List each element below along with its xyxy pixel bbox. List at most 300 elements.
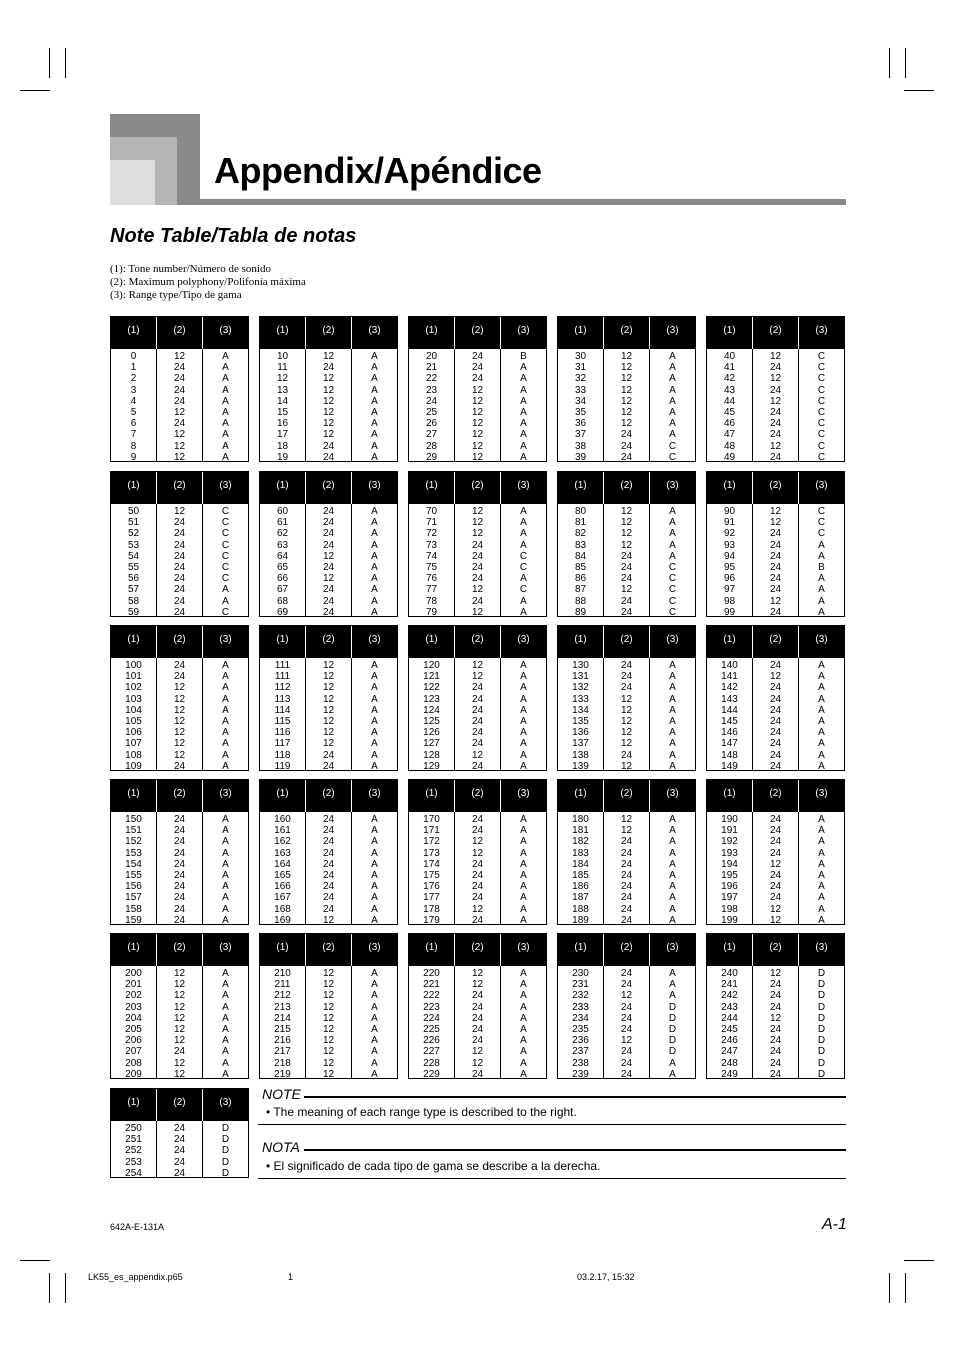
table-cell: A — [222, 429, 229, 441]
table-cell: A — [520, 682, 527, 694]
table-cell: 24 — [471, 550, 484, 562]
table-cell: 55 — [127, 561, 140, 573]
table-cell: A — [520, 858, 527, 870]
table-cell: C — [817, 418, 826, 430]
table-cell: 72 — [425, 528, 438, 540]
table-cell: A — [520, 1046, 527, 1058]
table-cell: 73 — [425, 539, 438, 551]
nota-title: NOTA — [262, 1139, 300, 1155]
table-cell: 12 — [322, 715, 335, 727]
table-cell: 209 — [125, 1068, 142, 1080]
table-cell: A — [669, 418, 676, 430]
table-cell: 38 — [574, 440, 587, 452]
table-cell: 12 — [471, 584, 484, 596]
table-cell: A — [222, 881, 229, 893]
tone-header: (1) — [111, 780, 157, 812]
table-cell: 12 — [471, 606, 484, 618]
crop-mark — [49, 48, 50, 78]
table-cell: 81 — [574, 517, 587, 529]
tone-header: (1) — [707, 472, 753, 504]
table-cell: A — [669, 351, 676, 362]
table-header — [707, 472, 844, 504]
table-cell: 12 — [769, 1012, 782, 1024]
tone-header: (1) — [260, 780, 306, 812]
table-cell: 35 — [574, 406, 587, 418]
table-cell: 24 — [471, 814, 484, 825]
range-header: (3) — [666, 788, 679, 799]
table-cell: 254 — [125, 1167, 142, 1179]
table-cell: 24 — [769, 660, 782, 671]
table-header — [260, 317, 397, 349]
table-cell: 45 — [723, 406, 736, 418]
table-cell: 137 — [572, 738, 589, 750]
table-cell: 24 — [620, 1046, 633, 1058]
table-cell: A — [520, 979, 527, 991]
table-cell: 24 — [769, 836, 782, 848]
table-cell: A — [520, 869, 527, 881]
table-cell: 12 — [620, 814, 633, 825]
table-cell: C — [519, 584, 528, 596]
table-cell: A — [371, 682, 378, 694]
range-column — [203, 966, 248, 1078]
table-cell: A — [371, 968, 378, 979]
table-cell: 63 — [276, 539, 289, 551]
table-cell: 15 — [276, 406, 289, 418]
table-cell: 12 — [471, 836, 484, 848]
table-cell: C — [817, 384, 826, 396]
note-table — [259, 471, 398, 617]
table-cell: 92 — [723, 528, 736, 540]
tone-header: (1) — [260, 472, 306, 504]
table-cell: 24 — [769, 561, 782, 573]
table-cell: 12 — [173, 749, 186, 761]
table-cell: A — [818, 584, 825, 596]
table-cell: 24 — [769, 528, 782, 540]
table-cell: A — [669, 903, 676, 915]
tone-header: (1) — [558, 934, 604, 966]
table-cell: 24 — [471, 1068, 484, 1080]
note-rule — [304, 1096, 846, 1098]
tone-column — [558, 966, 604, 1078]
table-cell: 59 — [127, 606, 140, 618]
table-cell: 12 — [173, 440, 186, 452]
table-cell: 12 — [769, 595, 782, 607]
table-cell: 150 — [125, 814, 142, 825]
table-cell: 12 — [620, 738, 633, 750]
range-header: (3) — [666, 634, 679, 645]
table-cell: A — [818, 858, 825, 870]
table-cell: 32 — [574, 373, 587, 385]
table-cell: 24 — [173, 914, 186, 926]
table-cell: 244 — [721, 1012, 738, 1024]
crop-mark — [65, 1273, 66, 1303]
polyphony-column — [306, 349, 352, 461]
table-cell: A — [371, 1068, 378, 1080]
polyphony-column — [157, 1121, 203, 1177]
table-cell: 12 — [173, 1001, 186, 1013]
table-cell: C — [221, 550, 230, 562]
table-cell: A — [222, 727, 229, 739]
table-cell: 12 — [322, 1023, 335, 1035]
table-cell: D — [668, 1046, 677, 1058]
table-cell: 171 — [423, 825, 440, 837]
table-cell: 12 — [620, 584, 633, 596]
table-cell: 24 — [620, 1023, 633, 1035]
table-cell: A — [222, 858, 229, 870]
table-header — [558, 780, 695, 812]
table-cell: 116 — [274, 727, 291, 739]
table-cell: 16 — [276, 418, 289, 430]
table-cell: 172 — [423, 836, 440, 848]
table-body — [260, 966, 397, 1078]
table-cell: 24 — [322, 506, 335, 517]
table-cell: 24 — [173, 373, 186, 385]
tone-column — [260, 658, 306, 770]
table-header — [558, 317, 695, 349]
range-header: (3) — [219, 942, 232, 953]
table-cell: A — [669, 892, 676, 904]
tone-column — [111, 504, 157, 616]
range-column — [203, 658, 248, 770]
table-cell: 54 — [127, 550, 140, 562]
table-cell: A — [669, 858, 676, 870]
table-cell: 125 — [423, 715, 440, 727]
range-column — [501, 658, 546, 770]
table-cell: A — [669, 869, 676, 881]
table-cell: 214 — [274, 1012, 291, 1024]
range-column — [650, 812, 695, 924]
note-table — [408, 933, 547, 1079]
table-cell: 34 — [574, 395, 587, 407]
table-cell: A — [520, 395, 527, 407]
table-cell: 77 — [425, 584, 438, 596]
table-cell: 24 — [173, 903, 186, 915]
table-cell: A — [222, 979, 229, 991]
table-cell: 252 — [125, 1145, 142, 1157]
polyphony-header: (2) — [306, 934, 352, 966]
table-cell: 226 — [423, 1035, 440, 1047]
polyphony-header: (2) — [753, 317, 799, 349]
table-cell: 24 — [471, 825, 484, 837]
table-cell: A — [222, 738, 229, 750]
table-cell: 12 — [322, 660, 335, 671]
table-cell: 235 — [572, 1023, 589, 1035]
table-cell: A — [669, 1057, 676, 1069]
table-body — [707, 812, 844, 924]
table-cell: 12 — [322, 990, 335, 1002]
table-cell: C — [221, 539, 230, 551]
table-cell: 12 — [769, 395, 782, 407]
table-cell: A — [520, 1057, 527, 1069]
table-cell: 24 — [322, 584, 335, 596]
tone-header: (1) — [558, 472, 604, 504]
table-cell: 3 — [130, 384, 137, 396]
table-cell: 24 — [173, 847, 186, 859]
table-cell: A — [371, 528, 378, 540]
table-cell: 146 — [721, 727, 738, 739]
table-cell: 36 — [574, 418, 587, 430]
table-cell: 155 — [125, 869, 142, 881]
note-table — [259, 316, 398, 462]
table-cell: 189 — [572, 914, 589, 926]
range-column — [650, 349, 695, 461]
table-cell: A — [371, 573, 378, 585]
table-cell: A — [520, 429, 527, 441]
polyphony-header: (2) — [753, 780, 799, 812]
page-number: A-1 — [822, 1216, 847, 1233]
legend-item: (1): Tone number/Número de sonido — [110, 263, 271, 275]
table-cell: 24 — [620, 869, 633, 881]
table-cell: A — [222, 682, 229, 694]
legend — [110, 263, 306, 302]
table-cell: 213 — [274, 1001, 291, 1013]
table-body — [111, 504, 248, 616]
table-cell: A — [222, 836, 229, 848]
table-cell: 24 — [769, 847, 782, 859]
table-cell: 24 — [173, 1167, 186, 1179]
table-cell: 24 — [620, 682, 633, 694]
table-cell: 24 — [322, 760, 335, 772]
table-cell: 24 — [769, 892, 782, 904]
table-cell: C — [519, 550, 528, 562]
table-body — [707, 966, 844, 1078]
table-cell: 24 — [173, 881, 186, 893]
table-cell: 4 — [130, 395, 137, 407]
table-cell: 85 — [574, 561, 587, 573]
polyphony-header: (2) — [306, 472, 352, 504]
table-cell: 12 — [620, 517, 633, 529]
table-cell: 220 — [423, 968, 440, 979]
table-cell: 24 — [620, 858, 633, 870]
table-header — [260, 934, 397, 966]
table-cell: 24 — [173, 825, 186, 837]
table-cell: A — [669, 968, 676, 979]
table-cell: 12 — [173, 1012, 186, 1024]
table-cell: 12 — [620, 825, 633, 837]
table-cell: 24 — [620, 550, 633, 562]
table-cell: 24 — [173, 1123, 186, 1134]
table-cell: 12 — [620, 539, 633, 551]
table-cell: 12 — [322, 351, 335, 362]
title-rule — [200, 199, 846, 205]
table-cell: A — [669, 528, 676, 540]
table-cell: A — [669, 406, 676, 418]
table-cell: A — [669, 506, 676, 517]
table-cell: 12 — [322, 429, 335, 441]
table-cell: 41 — [723, 362, 736, 374]
table-cell: 24 — [471, 362, 484, 374]
polyphony-column — [604, 349, 650, 461]
table-cell: 225 — [423, 1023, 440, 1035]
table-cell: 24 — [322, 606, 335, 618]
table-cell: 24 — [620, 1068, 633, 1080]
table-cell: 12 — [471, 451, 484, 463]
table-cell: A — [371, 429, 378, 441]
table-cell: A — [222, 869, 229, 881]
table-cell: 24 — [173, 814, 186, 825]
crop-mark — [905, 48, 906, 78]
table-cell: 24 — [322, 528, 335, 540]
legend-item: (3): Range type/Tipo de gama — [110, 289, 242, 301]
table-cell: A — [371, 869, 378, 881]
table-cell: 24 — [322, 903, 335, 915]
table-cell: C — [668, 595, 677, 607]
table-cell: 24 — [769, 384, 782, 396]
table-body — [260, 658, 397, 770]
table-header — [409, 317, 546, 349]
footer-timestamp: 03.2.17, 15:32 — [577, 1272, 635, 1282]
table-cell: 144 — [721, 704, 738, 716]
table-cell: 24 — [769, 584, 782, 596]
table-cell: 24 — [173, 584, 186, 596]
table-cell: A — [371, 671, 378, 683]
table-cell: 78 — [425, 595, 438, 607]
table-cell: A — [371, 693, 378, 705]
note-table — [557, 471, 696, 617]
table-cell: 61 — [276, 517, 289, 529]
table-cell: 12 — [173, 693, 186, 705]
table-cell: 253 — [125, 1156, 142, 1168]
table-cell: 200 — [125, 968, 142, 979]
table-header — [260, 780, 397, 812]
table-cell: 117 — [274, 738, 291, 750]
table-cell: 24 — [471, 595, 484, 607]
table-cell: 108 — [125, 749, 142, 761]
table-cell: A — [371, 451, 378, 463]
table-header — [558, 472, 695, 504]
table-cell: 206 — [125, 1035, 142, 1047]
table-cell: A — [818, 671, 825, 683]
table-cell: 24 — [173, 869, 186, 881]
table-cell: 24 — [173, 1134, 186, 1146]
polyphony-header: (2) — [455, 780, 501, 812]
table-cell: 227 — [423, 1046, 440, 1058]
table-cell: 173 — [423, 847, 440, 859]
table-cell: A — [371, 395, 378, 407]
table-cell: 39 — [574, 451, 587, 463]
table-cell: 186 — [572, 881, 589, 893]
table-cell: 194 — [721, 858, 738, 870]
table-cell: 201 — [125, 979, 142, 991]
table-cell: 87 — [574, 584, 587, 596]
table-cell: A — [222, 1046, 229, 1058]
table-body — [409, 658, 546, 770]
table-cell: A — [222, 990, 229, 1002]
table-cell: A — [222, 825, 229, 837]
table-cell: 159 — [125, 914, 142, 926]
table-cell: 24 — [769, 693, 782, 705]
range-column — [203, 349, 248, 461]
polyphony-header: (2) — [604, 934, 650, 966]
table-cell: 12 — [173, 1057, 186, 1069]
table-cell: A — [818, 704, 825, 716]
crop-mark — [65, 48, 66, 78]
table-cell: 12 — [471, 440, 484, 452]
table-cell: 24 — [322, 517, 335, 529]
range-header: (3) — [815, 325, 828, 336]
table-cell: A — [520, 903, 527, 915]
table-cell: 12 — [769, 506, 782, 517]
table-cell: 12 — [173, 727, 186, 739]
note-table — [557, 316, 696, 462]
table-cell: A — [371, 881, 378, 893]
polyphony-header: (2) — [157, 317, 203, 349]
table-cell: 228 — [423, 1057, 440, 1069]
table-cell: A — [222, 1057, 229, 1069]
table-cell: 109 — [125, 760, 142, 772]
table-cell: D — [668, 1023, 677, 1035]
table-cell: 99 — [723, 606, 736, 618]
table-cell: D — [817, 1068, 826, 1080]
table-cell: A — [222, 847, 229, 859]
table-cell: 24 — [322, 451, 335, 463]
table-cell: 12 — [471, 979, 484, 991]
crop-mark — [889, 48, 890, 78]
table-cell: A — [669, 429, 676, 441]
note-table — [259, 779, 398, 925]
table-cell: 12 — [322, 914, 335, 926]
table-cell: A — [818, 760, 825, 772]
table-cell: D — [817, 1023, 826, 1035]
table-cell: 24 — [620, 749, 633, 761]
table-cell: 192 — [721, 836, 738, 848]
note-table — [259, 933, 398, 1079]
table-cell: A — [520, 451, 527, 463]
table-cell: A — [818, 869, 825, 881]
table-cell: 12 — [173, 1068, 186, 1080]
table-cell: 12 — [620, 373, 633, 385]
table-cell: 151 — [125, 825, 142, 837]
table-cell: 8 — [130, 440, 137, 452]
polyphony-column — [455, 504, 501, 616]
table-cell: 24 — [322, 749, 335, 761]
table-header — [409, 626, 546, 658]
polyphony-header: (2) — [157, 1089, 203, 1121]
range-column — [799, 658, 844, 770]
table-cell: A — [520, 362, 527, 374]
table-cell: D — [817, 1012, 826, 1024]
table-cell: 12 — [173, 990, 186, 1002]
table-cell: A — [520, 1001, 527, 1013]
range-column — [352, 349, 397, 461]
table-cell: 12 — [620, 760, 633, 772]
tone-column — [111, 1121, 157, 1177]
table-cell: 5 — [130, 406, 137, 418]
table-cell: 24 — [173, 595, 186, 607]
table-cell: A — [371, 539, 378, 551]
range-column — [650, 504, 695, 616]
tone-column — [707, 966, 753, 1078]
table-cell: 88 — [574, 595, 587, 607]
table-cell: 165 — [274, 869, 291, 881]
table-cell: A — [222, 1023, 229, 1035]
table-cell: 12 — [471, 671, 484, 683]
table-cell: 149 — [721, 760, 738, 772]
table-body — [260, 504, 397, 616]
table-cell: A — [222, 715, 229, 727]
table-cell: 22 — [425, 373, 438, 385]
table-cell: 111 — [274, 671, 291, 683]
table-cell: 52 — [127, 528, 140, 540]
table-cell: 46 — [723, 418, 736, 430]
range-header: (3) — [666, 942, 679, 953]
table-cell: 180 — [572, 814, 589, 825]
table-cell: A — [669, 914, 676, 926]
table-body — [707, 658, 844, 770]
table-cell: 138 — [572, 749, 589, 761]
table-cell: A — [520, 506, 527, 517]
table-cell: 24 — [620, 847, 633, 859]
